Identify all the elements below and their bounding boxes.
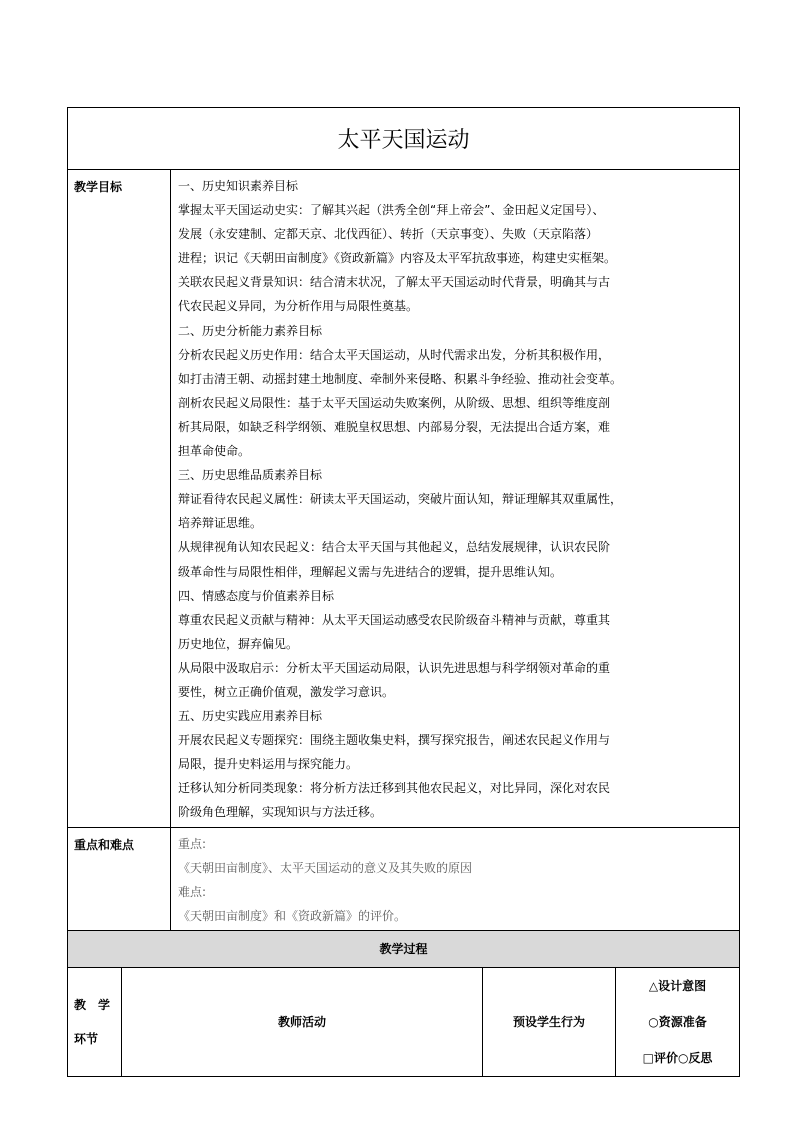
goal-line: 五、历史实践应用素养目标 — [178, 709, 323, 724]
focus-label: 重点: — [178, 836, 207, 851]
goal-line: 剖析农民起义局限性：基于太平天国运动失败案例，从阶级、思想、组织等维度剖 — [178, 395, 611, 410]
goal-line: 析其局限，如缺乏科学纲领、难脱皇权思想、内部易分裂，无法提出合适方案，难 — [178, 419, 611, 434]
goal-line: 如打击清王朝、动摇封建土地制度、牵制外来侵略、积累斗争经验、推动社会变革。 — [178, 371, 623, 386]
lesson-plan-table — [67, 107, 740, 1077]
goal-line: 发展（永安建制、定都天京、北伐西征）、转折（天京事变）、失败（天京陷落） — [178, 227, 599, 242]
step-label-line2: 环节 — [74, 1031, 99, 1046]
resource-prep-label: ○资源准备 — [648, 1014, 707, 1029]
goals-content — [171, 170, 740, 828]
goal-line: 一、历史知识素养目标 — [178, 179, 299, 193]
eval-reflect-label: □评价○反思 — [642, 1050, 713, 1065]
goal-line: 历史地位，摒弃偏见。 — [178, 636, 299, 651]
key-points-label: 重点和难点 — [68, 827, 171, 930]
design-intent-label: △设计意图 — [648, 978, 707, 993]
goal-line: 阶级角色理解，实现知识与方法迁移。 — [178, 805, 383, 820]
goals-label: 教学目标 — [68, 170, 171, 828]
goal-line: 辩证看待农民起义属性：研读太平天国运动，突破片面认知，辩证理解其双重属性， — [178, 492, 623, 507]
goal-line: 掌握太平天国运动史实：了解其兴起（洪秀全创“拜上帝会”、金田起义定国号）、 — [178, 203, 605, 218]
goal-line: 三、历史思维品质素养目标 — [178, 468, 323, 483]
goal-line: 从规律视角认知农民起义：结合太平天国与其他起义，总结发展规律，认识农民阶 — [178, 540, 611, 555]
step-label-line1: 教 学 — [74, 997, 111, 1012]
goal-line: 进程；识记《天朝田亩制度》《资政新篇》内容及太平军抗敌事迹，构建史实框架。 — [178, 251, 617, 266]
goal-line: 四、情感态度与价值素养目标 — [178, 588, 335, 603]
goal-line: 要性，树立正确价值观，激发学习意识。 — [178, 684, 395, 699]
step-header — [68, 967, 122, 1076]
student-behavior-header: 预设学生行为 — [483, 967, 616, 1076]
goal-line: 尊重农民起义贡献与精神：从太平天国运动感受农民阶级奋斗精神与贡献，尊重其 — [178, 612, 611, 627]
design-header — [616, 967, 740, 1076]
goal-line: 局限，提升史料运用与探究能力。 — [178, 757, 359, 772]
key-points-content — [171, 827, 740, 930]
goal-line: 开展农民起义专题探究：围绕主题收集史料，撰写探究报告，阐述农民起义作用与 — [178, 733, 611, 748]
difficulty-label: 难点: — [178, 884, 207, 899]
teacher-activity-header: 教师活动 — [122, 967, 483, 1076]
goal-line: 关联农民起义背景知识：结合清末状况，了解太平天国运动时代背景，明确其与古 — [178, 275, 611, 290]
goal-line: 级革命性与局限性相伴，理解起义需与先进结合的逻辑，提升思维认知。 — [178, 564, 563, 579]
goal-line: 培养辩证思维。 — [178, 516, 263, 531]
goal-line: 从局限中汲取启示：分析太平天国运动局限，认识先进思想与科学纲领对革命的重 — [178, 660, 611, 675]
goal-line: 二、历史分析能力素养目标 — [178, 323, 323, 338]
focus-text: 《天朝田亩制度》、太平天国运动的意义及其失败的原因 — [178, 860, 473, 875]
goal-line: 分析农民起义历史作用：结合太平天国运动，从时代需求出发，分析其积极作用， — [178, 347, 611, 362]
difficulty-text: 《天朝田亩制度》和《资政新篇》的评价。 — [178, 908, 407, 923]
goal-line: 迁移认知分析同类现象：将分析方法迁移到其他农民起义，对比异同，深化对农民 — [178, 781, 611, 796]
goal-line: 代农民起义异同，为分析作用与局限性奠基。 — [178, 299, 419, 314]
page-title: 太平天国运动 — [68, 108, 740, 170]
process-header: 教学过程 — [68, 930, 740, 967]
goal-line: 担革命使命。 — [178, 444, 251, 459]
